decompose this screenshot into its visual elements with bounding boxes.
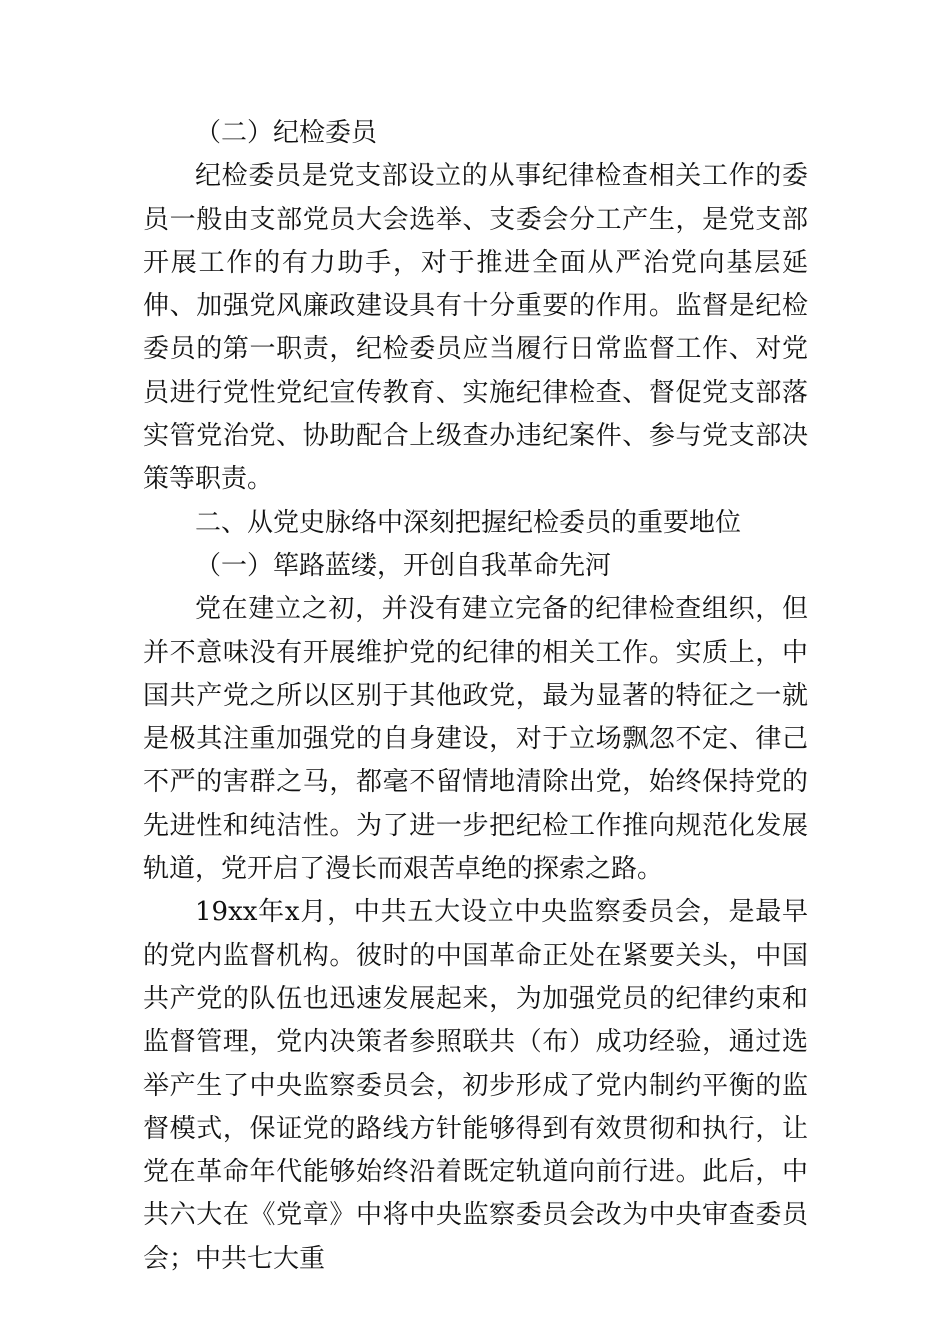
subsection-heading-pioneering: （一）筚路蓝缕，开创自我革命先河 [195, 550, 612, 581]
section-heading-party-history: 二、从党史脉络中深刻把握纪检委员的重要地位 [195, 507, 742, 538]
section-heading-discipline-member: （二）纪检委员 [195, 118, 378, 148]
paragraph-central-supervisory-committee: 19xx年x月，中共五大设立中央监察委员会，是最早的党内监督机构。彼时的中国革命正处在紧要关头，中国共产党的队伍也迅速发展起来，为加强党员的纪律约束和监督管理，党内决策者参照联共（布）成功经验，通过选举产生了中央监察委员会，初步形成了党内制约平衡的监督模式，保证党的路线方针能够得到有效贯彻和执行，让党在革命年代能够始终沿着既定轨道向前行进。此后，中共六大在《党章》中将中央监察委员会改为中央审查委员会；中共七大重 [143, 897, 808, 1274]
paragraph-early-party-discipline: 党在建立之初，并没有建立完备的纪律检查组织，但并不意味没有开展维护党的纪律的相关工作。实质上，中国共产党之所以区别于其他政党，最为显著的特征之一就是极其注重加强党的自身建设，对于立场飘忽不定、律己不严的害群之马，都毫不留情地清除出党，始终保持党的先进性和纯洁性。为了进一步把纪检工作推向规范化发展轨道，党开启了漫长而艰苦卓绝的探索之路。 [143, 594, 808, 885]
paragraph-discipline-member-duties: 纪检委员是党支部设立的从事纪律检查相关工作的委员一般由支部党员大会选举、支委会分工产生，是党支部开展工作的有力助手，对于推进全面从严治党向基层延伸、加强党风廉政建设具有十分重要的作用。监督是纪检委员的第一职责，纪检委员应当履行日常监督工作、对党员进行党性党纪宣传教育、实施纪律检查、督促党支部落实管党治党、协助配合上级查办违纪案件、参与党支部决策等职责。 [143, 161, 808, 495]
document-body [143, 112, 808, 1281]
